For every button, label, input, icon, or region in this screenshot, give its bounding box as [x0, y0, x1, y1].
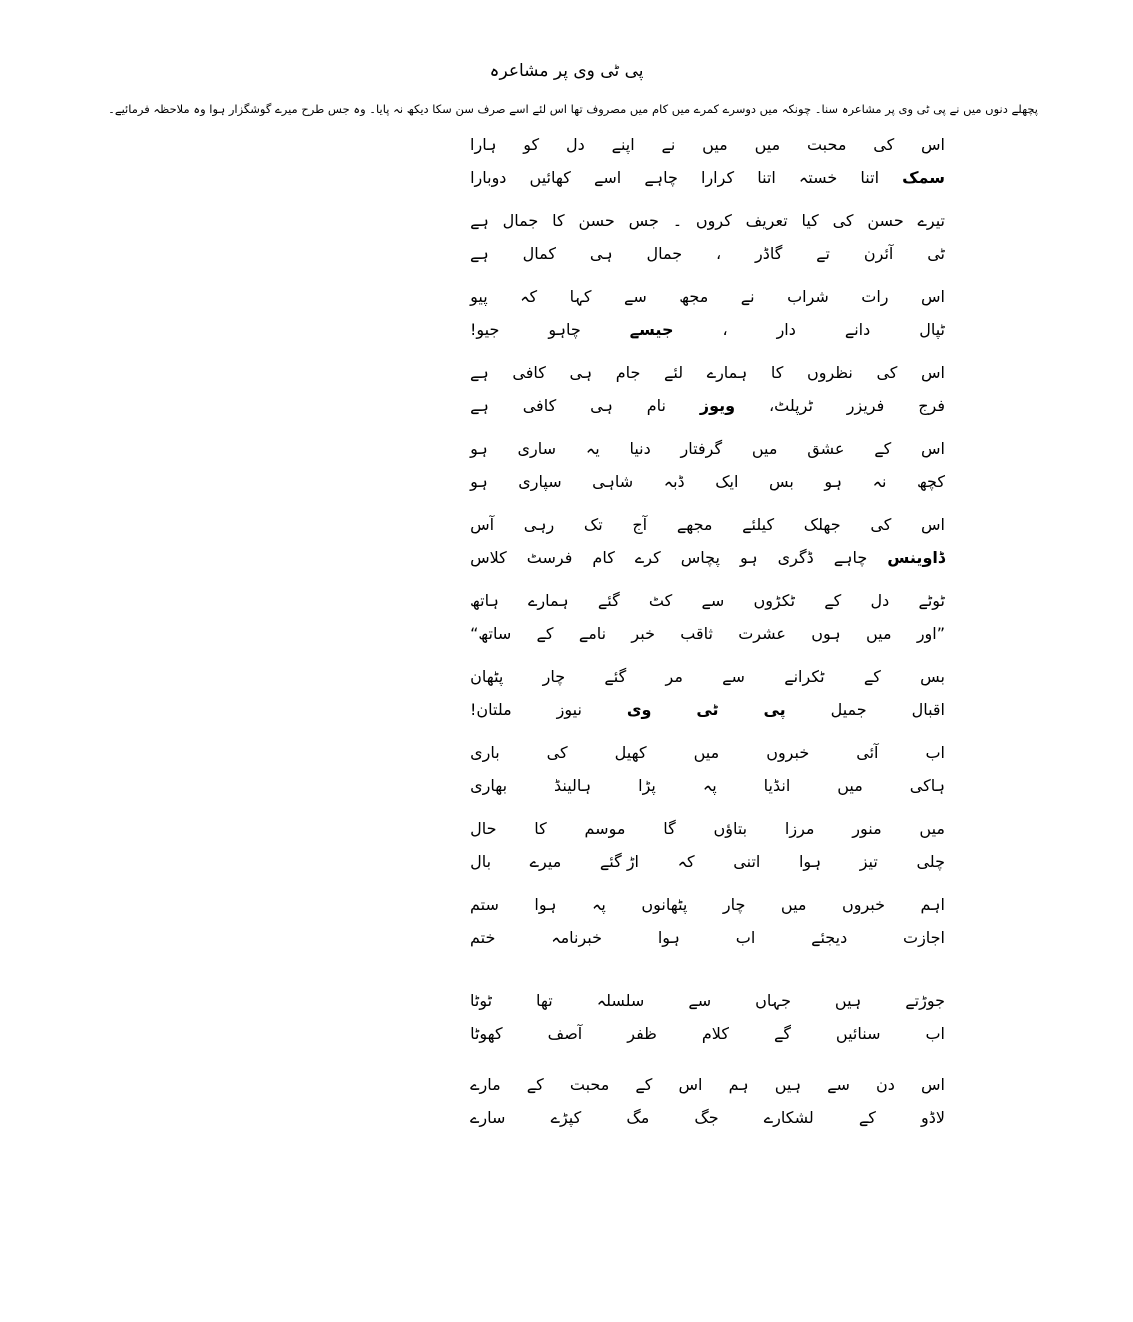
verse-word: اب — [735, 928, 756, 947]
verse-word: پیو — [470, 287, 488, 306]
verse-word: ۔ — [672, 211, 683, 230]
verse-word: کمال — [522, 244, 556, 263]
verse-word: آصف — [547, 1024, 583, 1043]
verse-word: میں — [780, 895, 807, 914]
verse-word: ہمارے — [528, 591, 569, 610]
verse-word: جمال — [502, 211, 539, 230]
poem — [470, 128, 945, 1144]
verse-word: فرسٹ — [526, 548, 573, 567]
verse-word: سے — [623, 287, 647, 306]
verse-word: بال — [470, 852, 492, 871]
verse-word: کافی — [522, 396, 557, 415]
verse-word: آئی — [856, 743, 879, 762]
verse-word: ہارا — [470, 135, 497, 154]
verse-word: عشرت — [738, 624, 786, 643]
verse-word: دل — [870, 591, 890, 610]
verse-word: گے — [773, 1024, 791, 1043]
verse-word: چاہے — [833, 548, 868, 567]
verse-word: ہیں — [834, 991, 862, 1010]
verse-word: میں — [865, 624, 892, 643]
verse-word: ہو — [470, 439, 488, 458]
verse-word: ہی — [590, 396, 613, 415]
verse-word: اس — [921, 515, 945, 534]
verse-line — [470, 280, 945, 313]
verse-word: میرے — [529, 852, 562, 871]
verse-word: حسن — [578, 211, 615, 230]
verse-line — [470, 541, 945, 574]
verse-word: ہی — [569, 363, 593, 382]
verse-word: ہی — [589, 244, 613, 263]
verse-line — [470, 584, 945, 617]
verse-line — [470, 128, 945, 161]
verse-word: کے — [858, 1108, 876, 1127]
verse — [470, 128, 945, 204]
verse-word: سلسلہ — [596, 991, 645, 1010]
verse-line — [470, 888, 945, 921]
verse-word: خستہ — [798, 168, 838, 187]
verse-word: محبت — [569, 1075, 610, 1094]
verse-word: چاہو — [548, 320, 581, 339]
verse-word: کے — [874, 439, 892, 458]
verse-word: مارے — [470, 1075, 501, 1094]
verse — [470, 660, 945, 736]
verse-word: ہیں — [774, 1075, 802, 1094]
verse-word: خبرنامہ — [551, 928, 603, 947]
verse-line — [470, 465, 945, 498]
verse-word: ہے — [470, 363, 489, 382]
verse-word: کیلئے — [742, 515, 775, 534]
verse-word: جوڑتے — [905, 991, 945, 1010]
verse — [470, 1068, 945, 1144]
verse-word: سے — [688, 991, 712, 1010]
verse-word: چلی — [916, 852, 945, 871]
verse-word: پہ — [702, 776, 717, 795]
verse-word: دن — [876, 1075, 895, 1094]
verse-word: ثاقب — [680, 624, 713, 643]
verse-word: جیو! — [470, 320, 500, 339]
verse-word: رہی — [523, 515, 555, 534]
verse-line — [470, 617, 945, 650]
verse-word: بس — [768, 472, 794, 491]
verse-word: تک — [583, 515, 603, 534]
verse — [470, 204, 945, 280]
verse-word: آج — [632, 515, 648, 534]
verse-word: کروں — [695, 211, 732, 230]
verse-word: لاڈو — [921, 1108, 945, 1127]
verse-word: سمک — [902, 168, 945, 187]
verse-line — [470, 845, 945, 878]
verse-line — [470, 313, 945, 346]
verse-word: رات — [861, 287, 889, 306]
verse-word: ہم — [728, 1075, 749, 1094]
verse — [470, 432, 945, 508]
verse — [470, 280, 945, 356]
page-title: پی ٹی وی پر مشاعرہ — [489, 61, 644, 81]
verse-word: تعریف — [745, 211, 788, 230]
verse-word: پٹھان — [470, 667, 504, 686]
verse-word: ٹوٹا — [470, 991, 493, 1010]
verse-word: مر — [665, 667, 683, 686]
verse-word: اجازت — [903, 928, 945, 947]
verse-line — [470, 693, 945, 726]
verse-word: خبروں — [841, 895, 886, 914]
verse — [470, 984, 945, 1068]
verse-word: کی — [546, 743, 568, 762]
verse-word: کے — [635, 1075, 653, 1094]
verse-word: جام — [615, 363, 641, 382]
verse-word: ہمارے — [706, 363, 748, 382]
verse-word: گاڈر — [754, 244, 783, 263]
verse-word: ٹوٹے — [918, 591, 945, 610]
verse-word: کام — [592, 548, 615, 567]
verse-line — [470, 432, 945, 465]
verse-word: خبروں — [766, 743, 810, 762]
verse-word: ٹی — [927, 244, 945, 263]
verse — [470, 584, 945, 660]
verse-word: کو — [523, 135, 540, 154]
verse-word: جس — [628, 211, 659, 230]
verse-word: ہے — [470, 244, 489, 263]
verse-word: گئے — [597, 591, 620, 610]
verse-word: دنیا — [629, 439, 651, 458]
verse-word: ٹپال — [919, 320, 945, 339]
verse — [470, 812, 945, 888]
verse-word: اتنی — [733, 852, 761, 871]
verse-word: ستم — [470, 895, 499, 914]
verse-line — [470, 204, 945, 237]
verse-word: میں — [702, 135, 728, 154]
verse-line — [470, 161, 945, 194]
verse-line — [470, 389, 945, 422]
verse — [470, 508, 945, 584]
verse-word: عشق — [807, 439, 845, 458]
verse-word: ، — [715, 244, 722, 263]
verse-word: مجھے — [676, 515, 713, 534]
verse-word: کے — [863, 667, 881, 686]
verse-word: ہالینڈ — [554, 776, 592, 795]
verse-line — [470, 508, 945, 541]
verse-word: ساتھ“ — [470, 624, 512, 643]
verse-word: مرزا — [784, 819, 815, 838]
verse-word: ، — [722, 320, 728, 339]
verse-line — [470, 237, 945, 270]
verse-word: اسے — [594, 168, 622, 187]
verse-line — [470, 812, 945, 845]
verse-word: ہو — [739, 548, 758, 567]
verse-word: کا — [770, 363, 784, 382]
verse-word: گرفتار — [680, 439, 723, 458]
verse-word: موسم — [584, 819, 626, 838]
verse-word: باری — [470, 743, 500, 762]
verse-word: کرارا — [701, 168, 735, 187]
verse-word: ہو — [470, 472, 488, 491]
verse-word: اتنا — [757, 168, 776, 187]
verse-word: لشکارے — [763, 1108, 814, 1127]
verse-word: اپنے — [611, 135, 635, 154]
verse-word: ہے — [470, 396, 489, 415]
verse-word: فرج — [918, 396, 945, 415]
verse-word: نے — [661, 135, 676, 154]
verse-word: پہ — [592, 895, 606, 914]
verse-word: اس — [921, 1075, 945, 1094]
verse-word: مجھ — [679, 287, 709, 306]
verse-word: پچاس — [680, 548, 720, 567]
verse-word: سے — [722, 667, 745, 686]
verse-line — [470, 984, 945, 1017]
verse-word: وی — [626, 700, 652, 719]
verse-word: ڈاوینس — [887, 548, 945, 567]
verse-word: ملتان! — [470, 700, 512, 719]
verse-word: کی — [873, 135, 895, 154]
verse-line — [470, 736, 945, 769]
verse-word: ہو — [824, 472, 843, 491]
verse-word: ہوا — [657, 928, 680, 947]
verse-word: ٹرپلٹ، — [768, 396, 813, 415]
verse-word: دوبارا — [470, 168, 507, 187]
verse-word: ٹکڑوں — [753, 591, 796, 610]
verse-word: ہوا — [798, 852, 822, 871]
verse-word: میں — [693, 743, 720, 762]
verse-word: کہا — [569, 287, 592, 306]
verse-word: بھاری — [470, 776, 508, 795]
verse-word: سنائیں — [835, 1024, 881, 1043]
verse-word: میں — [919, 819, 945, 838]
verse-word: بس — [920, 667, 945, 686]
verse-word: جمال — [646, 244, 683, 263]
verse-word: اس — [921, 363, 945, 382]
verse-word: کلاس — [470, 548, 507, 567]
verse-line — [470, 921, 945, 954]
verse-word: فریزر — [846, 396, 885, 415]
verse-word: ایک — [715, 472, 739, 491]
verse-word: ہوا — [534, 895, 557, 914]
verse-word: خبر — [631, 624, 655, 643]
verse-word: جھلک — [803, 515, 841, 534]
verse-word: کی — [870, 515, 892, 534]
verse-word: نے — [740, 287, 755, 306]
verse-word: چار — [722, 895, 746, 914]
verse — [470, 888, 945, 964]
verse-line — [470, 660, 945, 693]
verse-word: ٹکرانے — [784, 667, 825, 686]
verse-word: جیسے — [629, 320, 674, 339]
verse-word: کھائیں — [529, 168, 571, 187]
verse-word: تھا — [536, 991, 553, 1010]
verse-word: ٹی — [696, 700, 719, 719]
verse-word: ختم — [470, 928, 496, 947]
verse-word: میں — [837, 776, 863, 795]
verse-word: کا — [552, 211, 565, 230]
verse-word: میں — [751, 439, 778, 458]
verse-word: جہاں — [755, 991, 791, 1010]
verse-line — [470, 1068, 945, 1101]
verse-word: اس — [921, 439, 945, 458]
verse-word: اب — [925, 743, 945, 762]
verse-word: اس — [678, 1075, 703, 1094]
verse-word: شاہی — [592, 472, 634, 491]
verse-word: شراب — [787, 287, 829, 306]
verse-word: نظروں — [806, 363, 853, 382]
verse-word: کافی — [512, 363, 546, 382]
verse-word: پڑا — [638, 776, 656, 795]
verse-line — [470, 1017, 945, 1050]
verse-word: ساری — [517, 439, 557, 458]
verse-word: سے — [827, 1075, 850, 1094]
verse-line — [470, 769, 945, 802]
verse-word: جمیل — [830, 700, 867, 719]
verse-word: ڈگری — [777, 548, 814, 567]
verse-word: چاہے — [644, 168, 678, 187]
verse-word: میں — [754, 135, 781, 154]
verse-word: اتنا — [860, 168, 880, 187]
verse-word: دل — [565, 135, 585, 154]
verse-word: کے — [536, 624, 554, 643]
verse-word: سارے — [470, 1108, 506, 1127]
verse-word: ہے — [470, 211, 489, 230]
verse-word: تیرے — [917, 211, 945, 230]
verse-word: پی — [763, 700, 786, 719]
verse-word: کپڑے — [550, 1108, 582, 1127]
intro-paragraph: پچھلے دنوں میں نے پی ٹی وی پر مشاعرہ سنا۔ چونکہ میں دوسرے کمرے میں کام میں مصروف تھا اس لئے اسے صرف سن سکا دیکھ نہ پایا۔ وہ جس طرح میرے گوشگزار ہوا وہ ملاحظہ فرمائیے۔ — [108, 102, 1038, 116]
verse-word: ہوں — [811, 624, 841, 643]
verse-word: ظفر — [627, 1024, 657, 1043]
verse-word: چار — [542, 667, 566, 686]
verse-word: اہم — [920, 895, 945, 914]
verse-word: منور — [852, 819, 882, 838]
verse-word: مگ — [626, 1108, 650, 1127]
verse-word: اب — [925, 1024, 945, 1043]
verse-word: ویوز — [699, 396, 736, 415]
verse-word: دیجئے — [811, 928, 848, 947]
verse-word: کے — [526, 1075, 544, 1094]
verse-word: حسن — [867, 211, 904, 230]
verse-line — [470, 1101, 945, 1134]
verse-word: کچھ — [916, 472, 945, 491]
verse-word: گئے — [604, 667, 627, 686]
verse-word: نامے — [578, 624, 607, 643]
verse-word: ہاتھ — [470, 591, 499, 610]
verse-word: تیز — [859, 852, 878, 871]
verse-word: اس — [921, 135, 945, 154]
verse-word: محبت — [806, 135, 847, 154]
verse-word: کھوٹا — [470, 1024, 503, 1043]
verse-word: کھیل — [614, 743, 647, 762]
verse — [470, 736, 945, 812]
verse-word: آئرن — [863, 244, 894, 263]
verse-word: کرے — [634, 548, 661, 567]
verse-word: انڈیا — [763, 776, 791, 795]
verse-word: دانے — [844, 320, 871, 339]
verse-word: سے — [701, 591, 725, 610]
verse-word: کلام — [701, 1024, 729, 1043]
verse — [470, 356, 945, 432]
verse-word: کے — [824, 591, 842, 610]
verse-word: یہ — [585, 439, 600, 458]
verse-word: اقبال — [911, 700, 945, 719]
verse-word: اس — [921, 287, 945, 306]
verse-word: کہ — [520, 287, 538, 306]
verse-word: جگ — [694, 1108, 719, 1127]
verse-word: آس — [470, 515, 495, 534]
verse-word: ہاکی — [909, 776, 945, 795]
verse-word: کٹ — [648, 591, 673, 610]
verse-word: بتاؤں — [713, 819, 748, 838]
verse-word: سپاری — [518, 472, 562, 491]
verse-word: دار — [776, 320, 796, 339]
verse-word: لئے — [664, 363, 684, 382]
verse-word: نیوز — [556, 700, 582, 719]
verse-word: کی — [832, 211, 854, 230]
verse-word: اڑ گئے — [599, 852, 639, 871]
verse-word: تے — [816, 244, 830, 263]
verse-word: ڈبہ — [663, 472, 685, 491]
verse-word: کیا — [801, 211, 819, 230]
verse-word: حال — [470, 819, 497, 838]
verse-word: گا — [663, 819, 676, 838]
verse-line — [470, 356, 945, 389]
verse-word: پٹھانوں — [641, 895, 688, 914]
verse-word: ”اور — [916, 624, 945, 643]
verse-word: کی — [876, 363, 898, 382]
verse-word: کا — [534, 819, 547, 838]
verse-word: نہ — [872, 472, 887, 491]
verse-word: کہ — [677, 852, 695, 871]
verse-word: نام — [646, 396, 666, 415]
